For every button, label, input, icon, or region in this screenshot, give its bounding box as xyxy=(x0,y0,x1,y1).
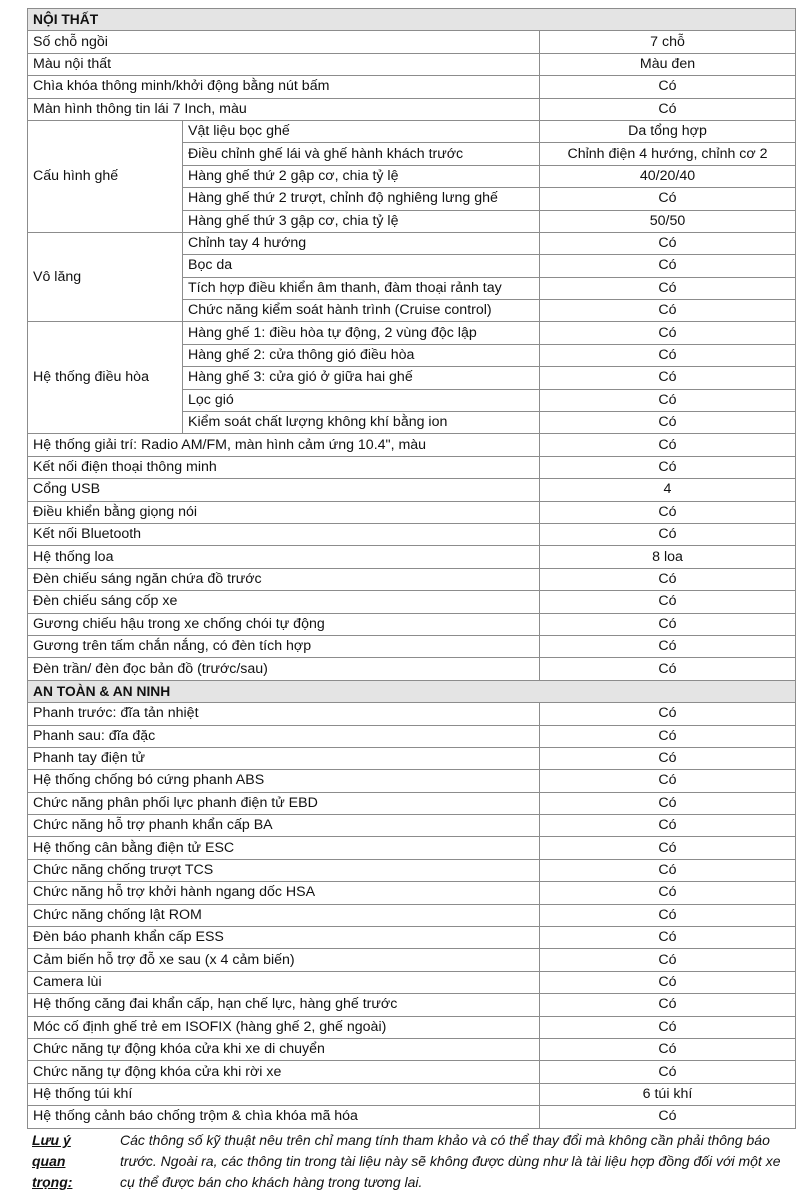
spec-value: Có xyxy=(540,367,796,389)
table-row xyxy=(28,456,796,478)
spec-label: Phanh sau: đĩa đặc xyxy=(28,725,540,747)
spec-value: 6 túi khí xyxy=(540,1083,796,1105)
spec-label: Chức năng phân phối lực phanh điện tử EBD xyxy=(28,792,540,814)
table-row xyxy=(28,1106,796,1128)
spec-label: Cổng USB xyxy=(28,479,540,501)
note-label xyxy=(32,1130,92,1193)
section-title: AN TOÀN & AN NINH xyxy=(28,680,796,702)
spec-value: Có xyxy=(540,456,796,478)
spec-value: Có xyxy=(540,971,796,993)
table-row xyxy=(28,1083,796,1105)
spec-value: Có xyxy=(540,76,796,98)
spec-sub-label: Điều chỉnh ghế lái và ghế hành khách trước xyxy=(183,143,540,165)
spec-label: Phanh trước: đĩa tản nhiệt xyxy=(28,703,540,725)
table-row xyxy=(28,792,796,814)
spec-label: Hệ thống loa xyxy=(28,546,540,568)
spec-value: Có xyxy=(540,501,796,523)
spec-label: Phanh tay điện tử xyxy=(28,747,540,769)
spec-sub-label: Hàng ghế 1: điều hòa tự động, 2 vùng độc lập xyxy=(183,322,540,344)
table-row xyxy=(28,747,796,769)
spec-value: Có xyxy=(540,277,796,299)
spec-value: 4 xyxy=(540,479,796,501)
spec-label: Chức năng chống lật ROM xyxy=(28,904,540,926)
important-note xyxy=(27,1130,795,1194)
spec-value: Có xyxy=(540,949,796,971)
spec-value: Có xyxy=(540,635,796,657)
spec-sub-label: Hàng ghế thứ 3 gập cơ, chia tỷ lệ xyxy=(183,210,540,232)
table-row xyxy=(28,971,796,993)
spec-value: Có xyxy=(540,1061,796,1083)
spec-label: Móc cố định ghế trẻ em ISOFIX (hàng ghế 2, ghế ngoài) xyxy=(28,1016,540,1038)
spec-label: Chức năng hỗ trợ phanh khẩn cấp BA xyxy=(28,815,540,837)
spec-value: Có xyxy=(540,1106,796,1128)
spec-value: Có xyxy=(540,1038,796,1060)
table-row xyxy=(28,882,796,904)
note-text: Các thông số kỹ thuật nêu trên chỉ mang tính tham khảo và có thể thay đổi mà không cần phải thông báo trước. Ngoài ra, các thông tin trong tài liệu này sẽ không được dùng như là tài liệu hợp đồng đối với một xe cụ thể được bán cho khách hàng trong tương lai. xyxy=(120,1132,781,1190)
spec-label: Hệ thống cảnh báo chống trộm & chìa khóa mã hóa xyxy=(28,1106,540,1128)
group-label: Vô lăng xyxy=(28,232,183,322)
spec-value: 50/50 xyxy=(540,210,796,232)
spec-value: Có xyxy=(540,747,796,769)
section-header-row xyxy=(28,680,796,702)
spec-sub-label: Bọc da xyxy=(183,255,540,277)
table-row xyxy=(28,120,796,142)
spec-value: Có xyxy=(540,725,796,747)
note-label-line: trọng: xyxy=(32,1174,73,1190)
table-row xyxy=(28,568,796,590)
spec-label: Hệ thống căng đai khẩn cấp, hạn chế lực, hàng ghế trước xyxy=(28,994,540,1016)
table-row xyxy=(28,927,796,949)
table-row xyxy=(28,613,796,635)
spec-label: Gương chiếu hậu trong xe chống chói tự động xyxy=(28,613,540,635)
table-row xyxy=(28,1038,796,1060)
spec-label: Màu nội thất xyxy=(28,53,540,75)
spec-value: Có xyxy=(540,658,796,680)
table-row xyxy=(28,546,796,568)
spec-value: Da tổng hợp xyxy=(540,120,796,142)
spec-value: Có xyxy=(540,344,796,366)
section-title: NỘI THẤT xyxy=(28,9,796,31)
spec-value: Có xyxy=(540,568,796,590)
spec-label: Đèn chiếu sáng cốp xe xyxy=(28,591,540,613)
table-row xyxy=(28,76,796,98)
spec-table-body xyxy=(28,9,796,1129)
spec-label: Cảm biến hỗ trợ đỗ xe sau (x 4 cảm biến) xyxy=(28,949,540,971)
spec-label: Chức năng hỗ trợ khởi hành ngang dốc HSA xyxy=(28,882,540,904)
table-row xyxy=(28,703,796,725)
table-row xyxy=(28,1016,796,1038)
table-row xyxy=(28,53,796,75)
table-row xyxy=(28,232,796,254)
spec-label: Hệ thống cân bằng điện tử ESC xyxy=(28,837,540,859)
spec-value: Có xyxy=(540,412,796,434)
table-row xyxy=(28,949,796,971)
table-row xyxy=(28,994,796,1016)
spec-label: Hệ thống túi khí xyxy=(28,1083,540,1105)
spec-sub-label: Chỉnh tay 4 hướng xyxy=(183,232,540,254)
table-row xyxy=(28,635,796,657)
spec-sub-label: Chức năng kiểm soát hành trình (Cruise control) xyxy=(183,300,540,322)
spec-value: Có xyxy=(540,322,796,344)
section-header-row xyxy=(28,9,796,31)
spec-value: Có xyxy=(540,904,796,926)
group-label: Hệ thống điều hòa xyxy=(28,322,183,434)
spec-value: Có xyxy=(540,389,796,411)
spec-sub-label: Kiểm soát chất lượng không khí bằng ion xyxy=(183,412,540,434)
spec-value: Màu đen xyxy=(540,53,796,75)
spec-sub-label: Lọc gió xyxy=(183,389,540,411)
table-row xyxy=(28,98,796,120)
table-row xyxy=(28,591,796,613)
table-row xyxy=(28,31,796,53)
spec-value: Có xyxy=(540,232,796,254)
spec-sub-label: Hàng ghế 3: cửa gió ở giữa hai ghế xyxy=(183,367,540,389)
spec-value: Có xyxy=(540,703,796,725)
spec-label: Hệ thống giải trí: Radio AM/FM, màn hình cảm ứng 10.4", màu xyxy=(28,434,540,456)
note-label-line: quan xyxy=(32,1153,66,1169)
table-row xyxy=(28,523,796,545)
spec-value: 40/20/40 xyxy=(540,165,796,187)
table-row xyxy=(28,479,796,501)
spec-label: Chức năng tự động khóa cửa khi xe di chuyển xyxy=(28,1038,540,1060)
spec-value: Có xyxy=(540,837,796,859)
note-label-line: Lưu ý xyxy=(32,1132,71,1148)
table-row xyxy=(28,658,796,680)
spec-value: Có xyxy=(540,188,796,210)
spec-label: Số chỗ ngồi xyxy=(28,31,540,53)
spec-value: Có xyxy=(540,792,796,814)
spec-label: Điều khiển bằng giọng nói xyxy=(28,501,540,523)
spec-value: Có xyxy=(540,98,796,120)
spec-value: 7 chỗ xyxy=(540,31,796,53)
spec-label: Đèn chiếu sáng ngăn chứa đồ trước xyxy=(28,568,540,590)
spec-label: Đèn trần/ đèn đọc bản đồ (trước/sau) xyxy=(28,658,540,680)
spec-value: Chỉnh điện 4 hướng, chỉnh cơ 2 xyxy=(540,143,796,165)
table-row xyxy=(28,725,796,747)
spec-label: Chức năng chống trượt TCS xyxy=(28,859,540,881)
spec-value: Có xyxy=(540,523,796,545)
spec-value: Có xyxy=(540,882,796,904)
spec-value: Có xyxy=(540,927,796,949)
spec-value: Có xyxy=(540,815,796,837)
table-row xyxy=(28,322,796,344)
spec-value: Có xyxy=(540,994,796,1016)
spec-label: Gương trên tấm chắn nắng, có đèn tích hợp xyxy=(28,635,540,657)
spec-label: Kết nối Bluetooth xyxy=(28,523,540,545)
spec-value: Có xyxy=(540,770,796,792)
table-row xyxy=(28,770,796,792)
spec-value: Có xyxy=(540,591,796,613)
table-row xyxy=(28,434,796,456)
spec-label: Kết nối điện thoại thông minh xyxy=(28,456,540,478)
table-row xyxy=(28,904,796,926)
spec-value: Có xyxy=(540,859,796,881)
spec-value: Có xyxy=(540,255,796,277)
spec-label: Hệ thống chống bó cứng phanh ABS xyxy=(28,770,540,792)
spec-label: Chức năng tự động khóa cửa khi rời xe xyxy=(28,1061,540,1083)
spec-label: Camera lùi xyxy=(28,971,540,993)
spec-sub-label: Hàng ghế 2: cửa thông gió điều hòa xyxy=(183,344,540,366)
spec-label: Chìa khóa thông minh/khởi động bằng nút bấm xyxy=(28,76,540,98)
group-label: Cấu hình ghế xyxy=(28,120,183,232)
spec-value: Có xyxy=(540,1016,796,1038)
spec-value: 8 loa xyxy=(540,546,796,568)
spec-value: Có xyxy=(540,613,796,635)
spec-value: Có xyxy=(540,434,796,456)
spec-table xyxy=(27,8,796,1129)
spec-sub-label: Hàng ghế thứ 2 gập cơ, chia tỷ lệ xyxy=(183,165,540,187)
spec-sub-label: Vật liệu bọc ghế xyxy=(183,120,540,142)
spec-sub-label: Tích hợp điều khiển âm thanh, đàm thoại rảnh tay xyxy=(183,277,540,299)
spec-sub-label: Hàng ghế thứ 2 trượt, chỉnh độ nghiêng lưng ghế xyxy=(183,188,540,210)
table-row xyxy=(28,815,796,837)
table-row xyxy=(28,837,796,859)
table-row xyxy=(28,501,796,523)
spec-label: Màn hình thông tin lái 7 Inch, màu xyxy=(28,98,540,120)
spec-value: Có xyxy=(540,300,796,322)
table-row xyxy=(28,859,796,881)
table-row xyxy=(28,1061,796,1083)
spec-label: Đèn báo phanh khẩn cấp ESS xyxy=(28,927,540,949)
